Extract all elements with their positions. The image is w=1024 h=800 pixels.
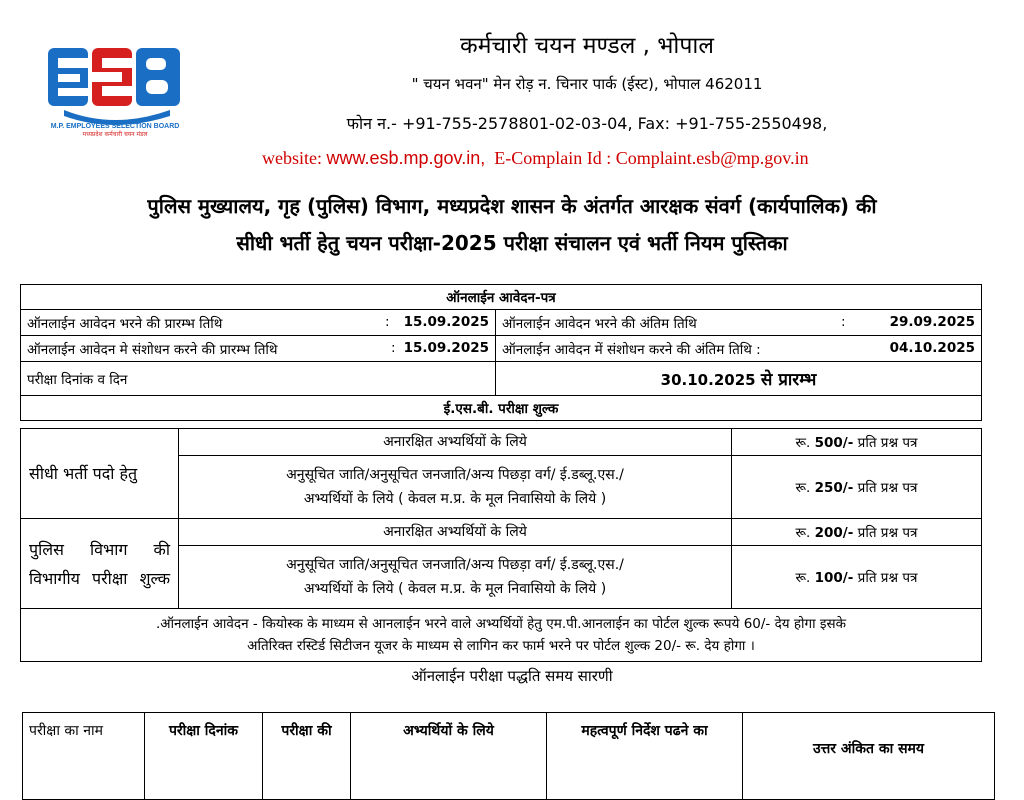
portal-fee-note [21,609,982,662]
org-address: " चयन भवन" मेन रोड़ न. चिनार पार्क (ईस्ट), भोपाल 462011 [411,75,763,93]
end-date-cell [496,310,982,336]
direct-reserved-amount: 250/- [814,480,854,496]
start-date-cell [21,310,496,336]
online-form-table [20,284,982,421]
reserved-line2: अभ्यर्थियों के लिये ( केवल म.प्र. के मूल निवासियो के लिये ) [303,491,607,507]
edit-end-cell [496,336,982,362]
rs-label: रू. [795,480,811,496]
fees-table [20,428,982,662]
schedule-title: ऑनलाईन परीक्षा पद्धति समय सारणी [411,667,613,685]
per-paper-label: प्रति प्रश्न पत्र [857,525,918,541]
website-link[interactable]: www.esb.mp.gov.in, [326,148,486,168]
note-line1: .ऑनलाईन आवेदन - कियोस्क के माध्यम से आनलाईन भरने वाले अभ्यर्थियों हेतु एम.पी.आनलाईन का पोर्टल शुल्क रूपये 60/- देय होगा इसके [155,616,847,632]
website-line [262,148,809,169]
schedule-col-exam-name: परीक्षा का नाम [23,713,145,800]
dept-reserved-amount: 100/- [814,570,854,586]
per-paper-label: प्रति प्रश्न पत्र [857,480,918,496]
schedule-col-candidates: अभ्यर्थियों के लिये [351,713,547,800]
dept-reserved-category [179,546,732,609]
dept-reserved-fee [732,546,982,609]
start-date-label: ऑनलाईन आवेदन भरने की प्रारम्भ तिथि [27,315,223,332]
rs-label: रू. [795,570,811,586]
reserved-line1: अनुसूचित जाति/अनुसूचित जनजाति/अन्य पिछड़ा वर्ग/ ई.डब्लू.एस./ [286,557,624,573]
schedule-col-instructions: महत्वपूर्ण निर्देश पढने का [547,713,743,800]
per-paper-label: प्रति प्रश्न पत्र [857,435,918,451]
logo-subtitle-en: M.P. EMPLOYEES SELECTION BOARD [50,123,180,130]
complain-label: E-Complain Id : [494,148,612,168]
org-phone: फोन न.- +91-755-2578801-02-03-04, Fax: +91-755-2550498, [346,114,828,133]
document-title-line2: सीधी भर्ती हेतु चयन परीक्षा-2025 परीक्षा संचालन एवं भर्ती नियम पुस्तिका [236,231,788,255]
exam-date-label: परीक्षा दिनांक व दिन [21,362,496,396]
schedule-col-exam-time: परीक्षा की [263,713,351,800]
exam-date-value: 30.10.2025 [660,371,756,389]
direct-recruitment-label: सीधी भर्ती पदो हेतु [21,429,179,519]
start-date-value: 15.09.2025 [403,313,489,330]
colon: : [391,339,396,356]
direct-general-category: अनारक्षित अभ्यर्थियों के लिये [179,429,732,456]
org-name: कर्मचारी चयन मण्डल , भोपाल [460,33,714,59]
note-line2: अतिरिक्त रस्टिर्ड सिटीजन यूजर के माध्यम से लागिन कर फार्म भरने पर पोर्टल शुल्क 20/- रू. देय होगा । [247,638,755,654]
reserved-line2: अभ्यर्थियों के लिये ( केवल म.प्र. के मूल निवासियो के लिये ) [303,581,607,597]
document-title-line1: पुलिस मुख्यालय, गृह (पुलिस) विभाग, मध्यप्रदेश शासन के अंतर्गत आरक्षक संवर्ग (कार्यपालिक) की [147,194,877,218]
edit-start-value: 15.09.2025 [403,339,489,356]
colon: : [385,313,390,330]
edit-end-value: 04.10.2025 [889,339,975,356]
end-date-label: ऑनलाईन आवेदन भरने की अंतिम तिथि [502,315,697,332]
edit-end-label: ऑनलाईन आवेदन में संशोधन करने की अंतिम तिथि : [502,341,761,358]
direct-general-amount: 500/- [814,435,854,451]
dept-general-category: अनारक्षित अभ्यर्थियों के लिये [179,519,732,546]
online-form-heading: ऑनलाईन आवेदन-पत्र [21,285,982,310]
direct-general-fee [732,429,982,456]
reserved-line1: अनुसूचित जाति/अनुसूचित जनजाति/अन्य पिछड़ा वर्ग/ ई.डब्लू.एस./ [286,467,624,483]
direct-reserved-category [179,456,732,519]
complain-email-link[interactable]: Complaint.esb@mp.gov.in [615,148,809,168]
document-title [0,188,1024,262]
schedule-table [22,712,995,800]
per-paper-label: प्रति प्रश्न पत्र [857,570,918,586]
schedule-col-exam-date: परीक्षा दिनांक [145,713,263,800]
exam-date-suffix: से प्रारम्भ [760,370,817,390]
direct-reserved-fee [732,456,982,519]
rs-label: रू. [795,435,811,451]
department-exam-label: पुलिस विभाग की विभागीय परीक्षा शुल्क [21,519,179,609]
schedule-col-answer-time: उत्तर अंकित का समय [743,713,995,800]
exam-date-cell [496,362,982,396]
dept-general-fee [732,519,982,546]
edit-start-cell [21,336,496,362]
fees-heading: ई.एस.बी. परीक्षा शुल्क [21,396,982,421]
end-date-value: 29.09.2025 [889,313,975,330]
colon: : [841,313,846,330]
website-label: website: [262,148,322,168]
dept-general-amount: 200/- [814,525,854,541]
rs-label: रू. [795,525,811,541]
edit-start-label: ऑनलाईन आवेदन मे संशोधन करने की प्रारम्भ तिथि [27,341,278,358]
logo-subtitle-hi: मध्यप्रदेश कर्मचारी चयन मंडल [82,131,148,138]
